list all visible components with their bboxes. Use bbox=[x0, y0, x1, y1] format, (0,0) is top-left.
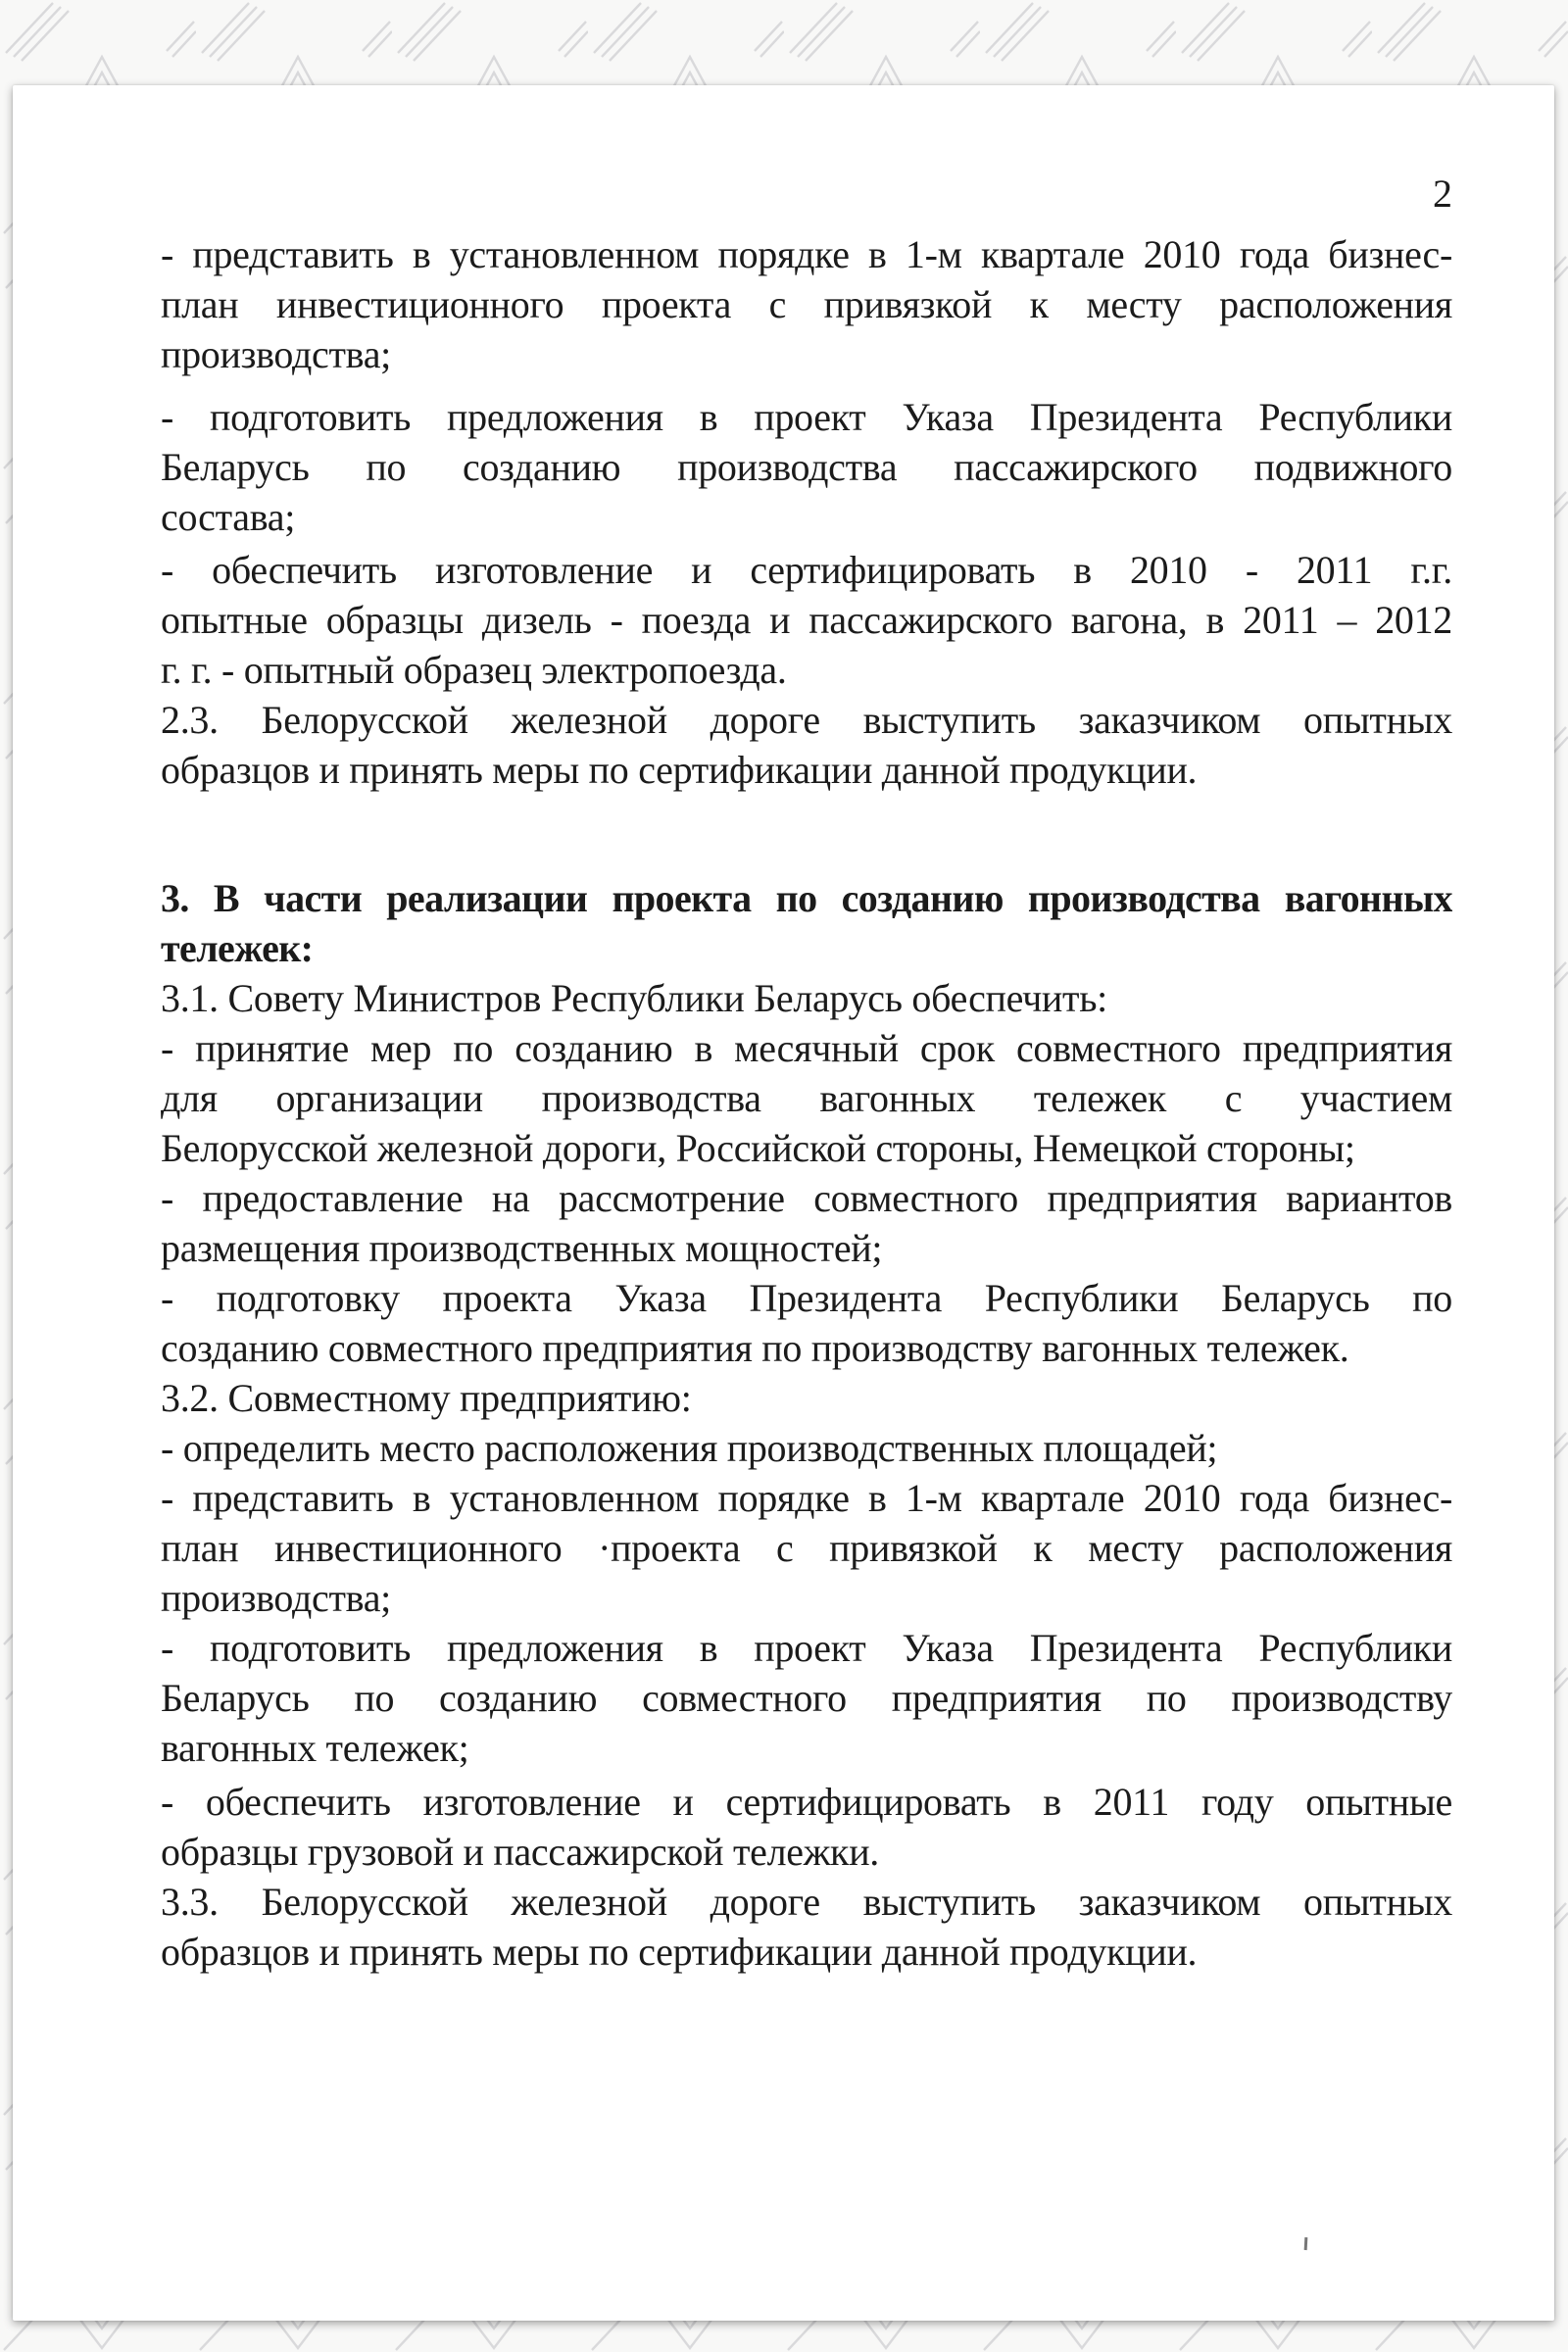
paragraph bbox=[161, 1023, 1452, 1173]
paragraph bbox=[161, 1877, 1452, 1977]
text-line: 3.3. Белорусской железной дороге выступить заказчиком опытных bbox=[161, 1880, 1452, 1924]
text-line: 2.3. Белорусской железной дороге выступить заказчиком опытных bbox=[161, 698, 1452, 742]
text-line: - определить место расположения производственных площадей; bbox=[161, 1426, 1218, 1470]
document-page bbox=[13, 85, 1554, 2321]
text-line: тележек: bbox=[161, 926, 314, 970]
page-content bbox=[13, 169, 1554, 1977]
text-line: - подготовку проекта Указа Президента Республики Беларусь по bbox=[161, 1276, 1452, 1320]
paragraph bbox=[161, 229, 1452, 379]
paragraph bbox=[161, 1373, 1452, 1423]
text-line: - представить в установленном порядке в 1-м квартале 2010 года бизнес- bbox=[161, 232, 1452, 276]
text-line: созданию совместного предприятия по производству вагонных тележек. bbox=[161, 1326, 1349, 1370]
text-line: план инвестиционного ·проекта с привязкой к месту расположения bbox=[161, 1526, 1452, 1570]
text-line: Белорусской железной дороги, Российской стороны, Немецкой стороны; bbox=[161, 1126, 1355, 1170]
paragraph bbox=[161, 1623, 1452, 1773]
text-line: для организации производства вагонных тележек с участием bbox=[161, 1076, 1452, 1120]
text-line: производства; bbox=[161, 1576, 391, 1620]
paragraph bbox=[161, 1173, 1452, 1273]
page-number: 2 bbox=[1433, 172, 1452, 216]
document-body bbox=[161, 229, 1452, 1977]
text-line: 3.2. Совместному предприятию: bbox=[161, 1376, 692, 1420]
paragraph bbox=[161, 1473, 1452, 1623]
text-line: г. г. - опытный образец электропоезда. bbox=[161, 648, 787, 692]
text-line: образцы грузовой и пассажирской тележки. bbox=[161, 1830, 880, 1874]
text-line: - обеспечить изготовление и сертифицировать в 2010 - 2011 г.г. bbox=[161, 548, 1452, 592]
paragraph bbox=[161, 392, 1452, 542]
section-heading bbox=[161, 873, 1452, 973]
paragraph bbox=[161, 1423, 1452, 1473]
text-line: 3.1. Совету Министров Республики Беларусь обеспечить: bbox=[161, 976, 1107, 1020]
text-line: - представить в установленном порядке в 1-м квартале 2010 года бизнес- bbox=[161, 1476, 1452, 1520]
text-line: Беларусь по созданию совместного предприятия по производству bbox=[161, 1676, 1452, 1720]
text-line: образцов и принять меры по сертификации данной продукции. bbox=[161, 748, 1198, 792]
text-line: план инвестиционного проекта с привязкой к месту расположения bbox=[161, 282, 1452, 326]
paragraph bbox=[161, 1777, 1452, 1877]
paragraph bbox=[161, 545, 1452, 695]
text-line: - подготовить предложения в проект Указа Президента Республики bbox=[161, 1626, 1452, 1670]
text-line: состава; bbox=[161, 495, 296, 539]
text-line: вагонных тележек; bbox=[161, 1726, 469, 1770]
text-line: Беларусь по созданию производства пассажирского подвижного bbox=[161, 445, 1452, 489]
text-line: производства; bbox=[161, 332, 391, 376]
text-line: - обеспечить изготовление и сертифицировать в 2011 году опытные bbox=[161, 1780, 1452, 1824]
scan-artifact bbox=[1304, 2237, 1308, 2250]
text-line: - подготовить предложения в проект Указа Президента Республики bbox=[161, 395, 1452, 439]
text-line: опытные образцы дизель - поезда и пассажирского вагона, в 2011 – 2012 bbox=[161, 598, 1452, 642]
paragraph bbox=[161, 695, 1452, 795]
text-line: - принятие мер по созданию в месячный срок совместного предприятия bbox=[161, 1026, 1452, 1070]
text-line: - предоставление на рассмотрение совместного предприятия вариантов bbox=[161, 1176, 1452, 1220]
paragraph bbox=[161, 1273, 1452, 1373]
text-line: 3. В части реализации проекта по созданию производства вагонных bbox=[161, 876, 1452, 920]
paragraph bbox=[161, 973, 1452, 1023]
text-line: образцов и принять меры по сертификации данной продукции. bbox=[161, 1930, 1198, 1974]
text-line: размещения производственных мощностей; bbox=[161, 1226, 883, 1270]
